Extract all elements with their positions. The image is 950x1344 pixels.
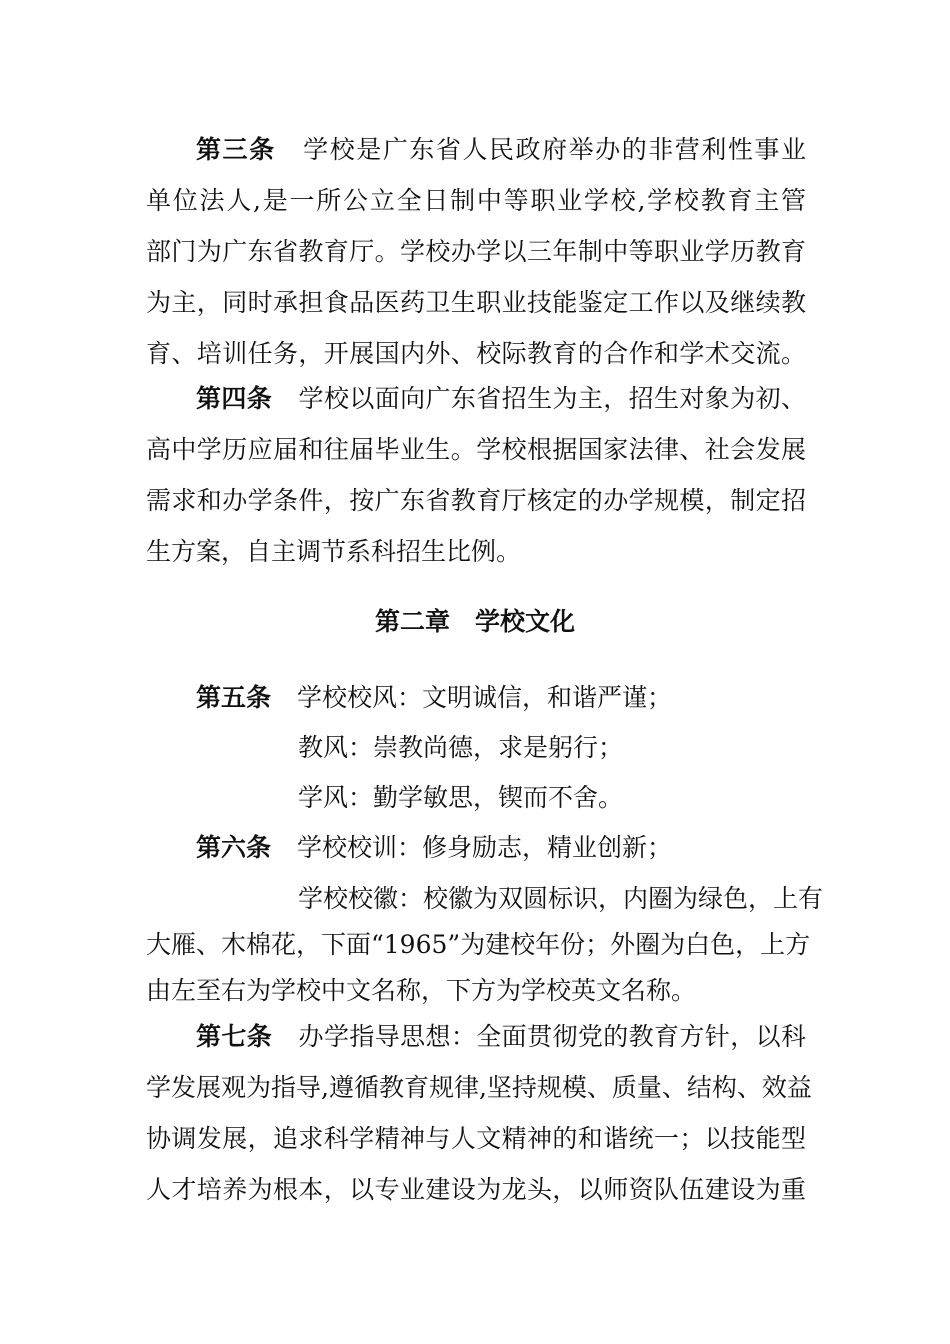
article-7-line-3: 协调发展，追求科学精神与人文精神的和谐统一；以技能型 (146, 1124, 806, 1153)
article-6-line-3: 大雁、木棉花，下面“1965”为建校年份；外圈为白色，上方 (146, 930, 811, 959)
article-3-text: 学校是广东省人民政府举办的非营利性事业 (301, 135, 806, 164)
article-6-line-4: 由左至右为学校中文名称，下方为学校英文名称。 (146, 976, 697, 1005)
article-4-line-1 (196, 384, 806, 414)
article-7-line-2: 学发展观为指导,遵循教育规律,坚持规模、质量、结构、效益 (146, 1073, 812, 1102)
article-3-line-2: 单位法人,是一所公立全日制中等职业学校,学校教育主管 (146, 186, 806, 215)
article-4-label: 第四条 (196, 384, 273, 413)
article-6-text: 学校校训：修身励志，精业创新； (297, 833, 673, 862)
article-4-line-3: 需求和办学条件，按广东省教育厅核定的办学规模，制定招 (146, 486, 806, 515)
article-6-line-2: 学校校徽：校徽为双圆标识，内圈为绿色，上有 (298, 884, 824, 913)
article-5-label: 第五条 (196, 683, 272, 712)
article-7-text: 办学指导思想：全面贯彻党的教育方针，以科 (298, 1022, 806, 1051)
article-3-line-1 (196, 135, 806, 165)
article-3-label: 第三条 (196, 135, 276, 164)
article-5-line-2: 教风：崇教尚德，求是躬行； (298, 733, 624, 762)
article-3-line-5: 育、培训任务，开展国内外、校际教育的合作和学术交流。 (146, 339, 806, 368)
article-7-line-4: 人才培养为根本，以专业建设为龙头，以师资队伍建设为重 (146, 1175, 806, 1204)
article-6-line-1 (196, 833, 806, 863)
article-7-label: 第七条 (196, 1022, 273, 1051)
article-4-line-4: 生方案，自主调节系科招生比例。 (146, 537, 522, 566)
article-3-line-3: 部门为广东省教育厅。学校办学以三年制中等职业学历教育 (146, 237, 806, 266)
article-6-label: 第六条 (196, 833, 272, 862)
article-4-line-2: 高中学历应届和往届毕业生。学校根据国家法律、社会发展 (146, 435, 806, 464)
article-5-text: 学校校风：文明诚信，和谐严谨； (297, 683, 673, 712)
article-5-line-1 (196, 683, 806, 713)
article-5-line-3: 学风：勤学敏思，锲而不舍。 (298, 783, 624, 812)
article-3-line-4: 为主，同时承担食品医药卫生职业技能鉴定工作以及继续教 (146, 288, 806, 317)
chapter-2-heading: 第二章 学校文化 (374, 607, 575, 636)
article-7-line-1 (196, 1022, 806, 1052)
article-4-text: 学校以面向广东省招生为主，招生对象为初、 (298, 384, 806, 413)
